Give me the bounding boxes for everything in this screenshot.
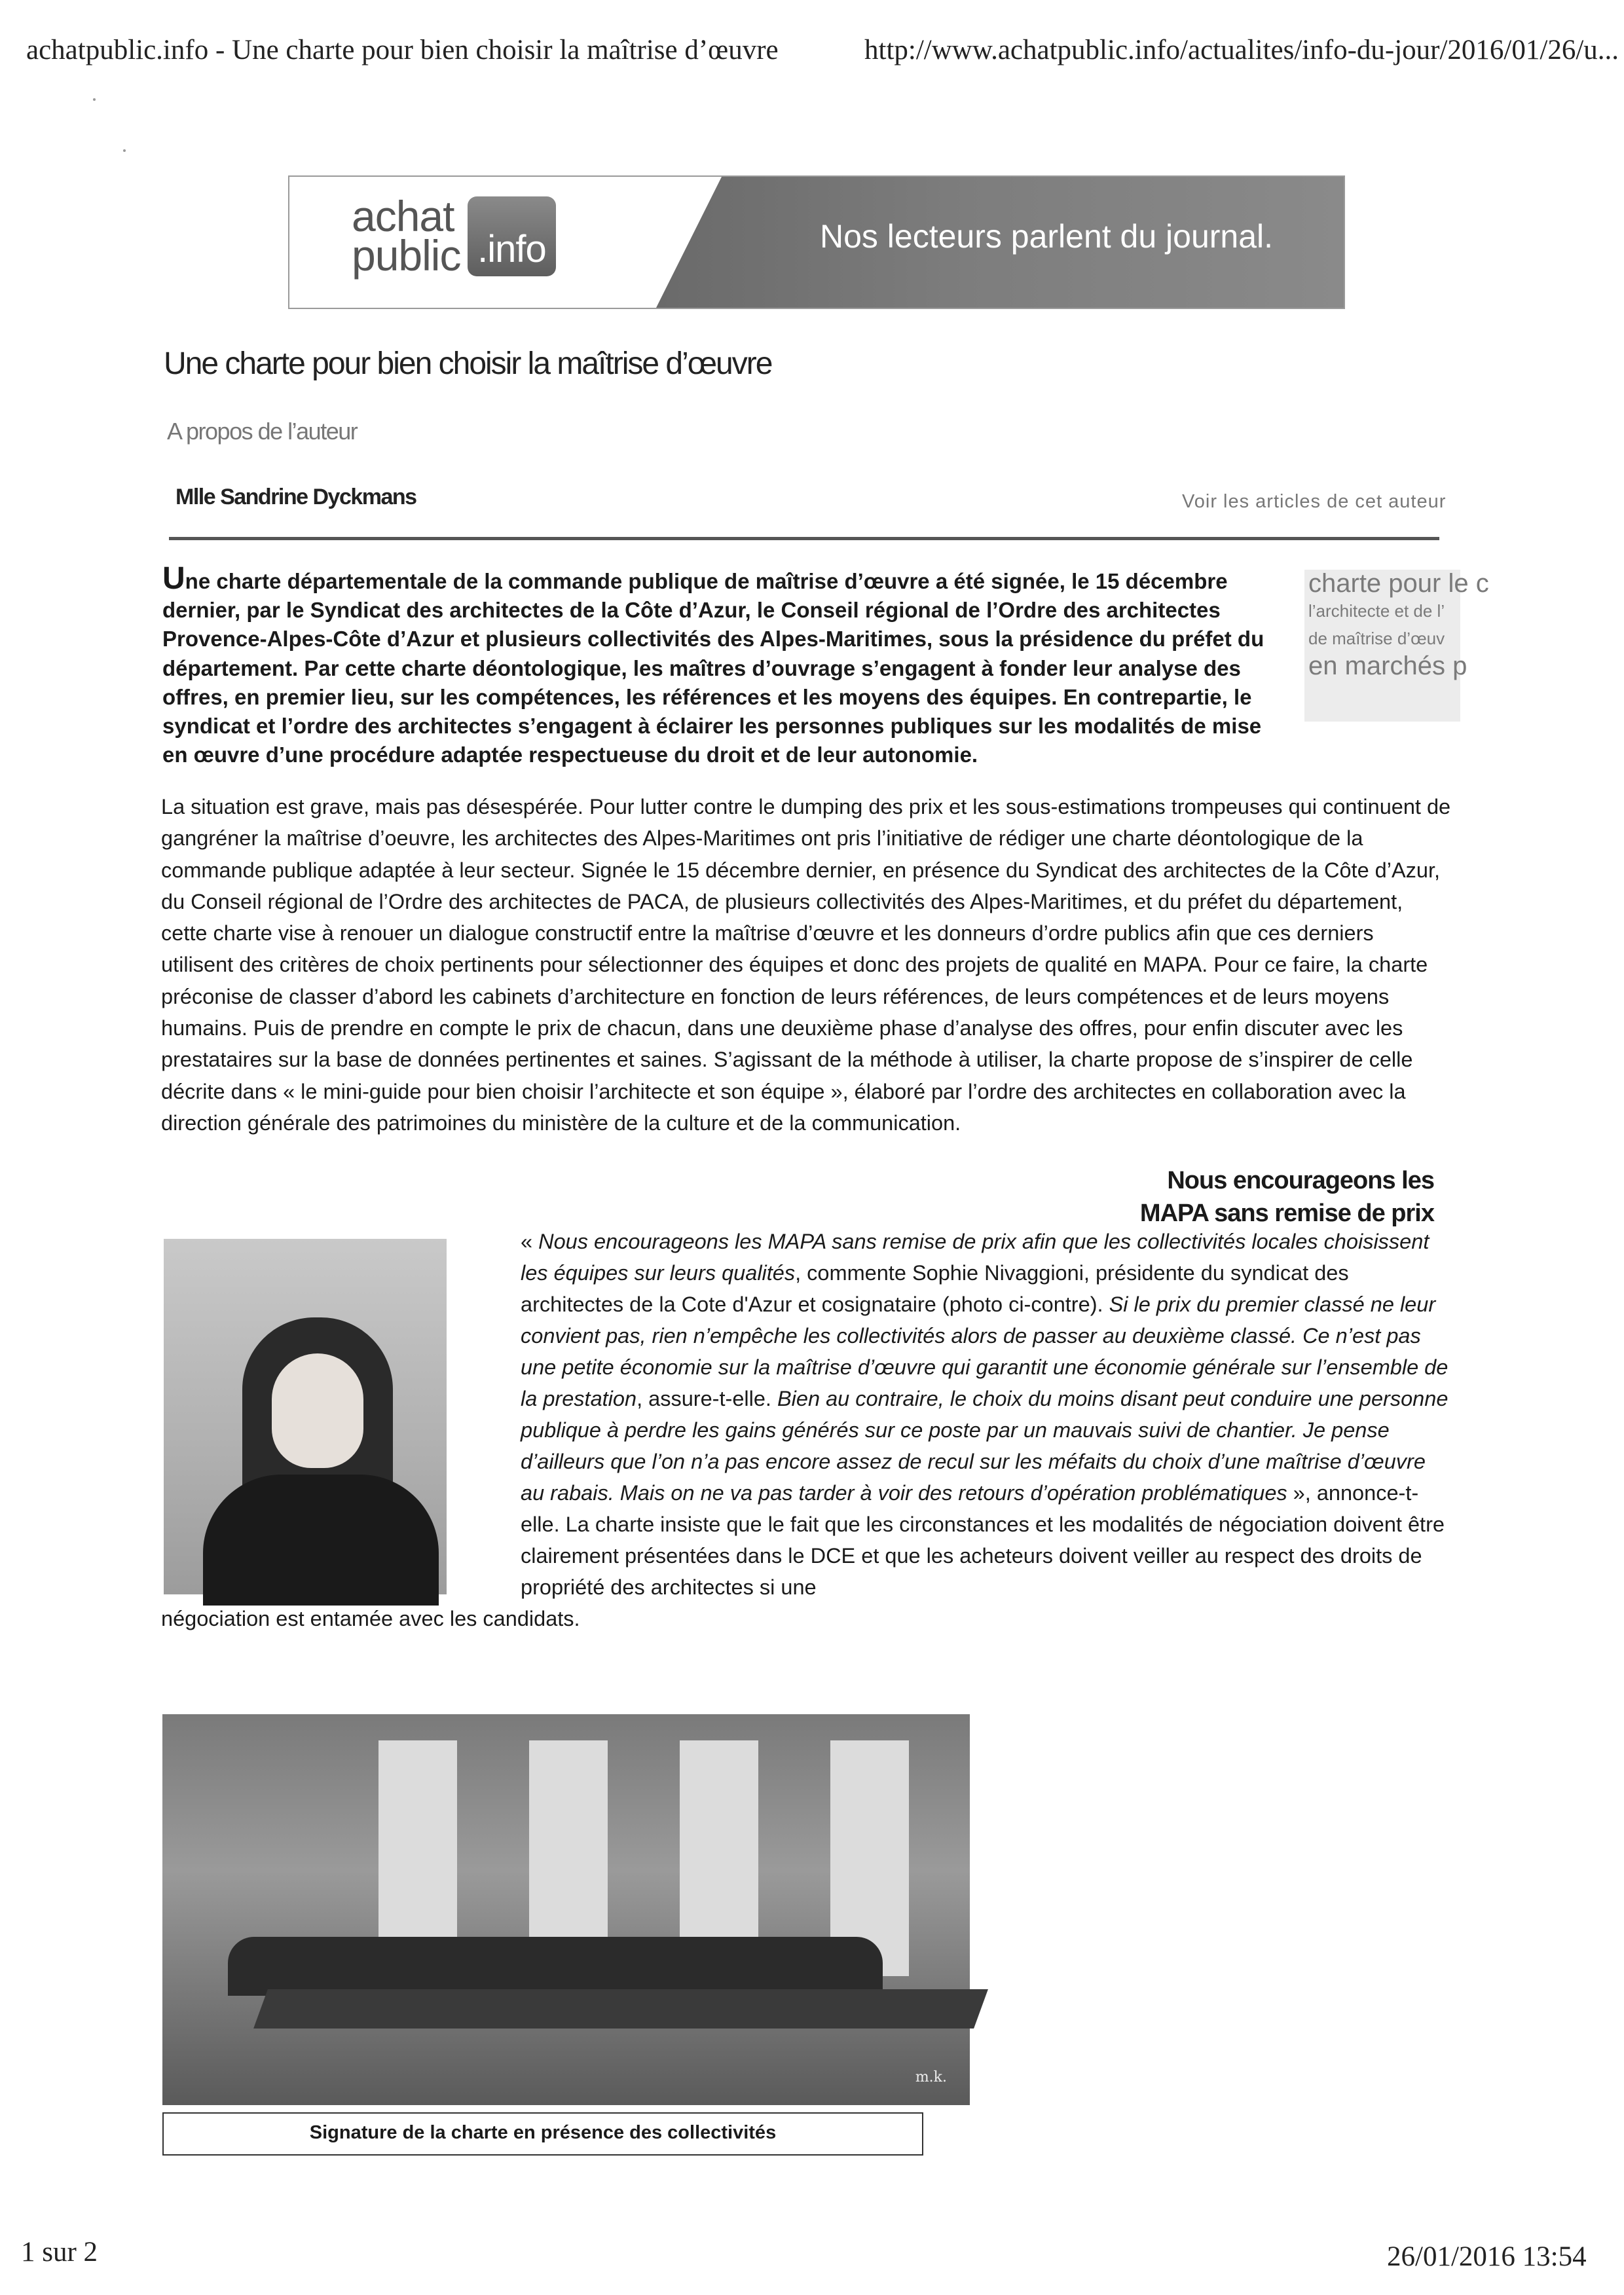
logo-badge-text: .info	[477, 228, 546, 270]
photo-caption: Signature de la charte en présence des collectivités	[309, 2122, 777, 2143]
article-lede	[162, 561, 1289, 769]
author-articles-link[interactable]: Voir les articles de cet auteur	[1182, 491, 1447, 512]
photo-signature: m.k.	[915, 2069, 947, 2085]
logo-text-achat: achat	[352, 192, 454, 240]
article-title: Une charte pour bien choisir la maîtrise d’œuvre	[164, 346, 772, 381]
article-body: La situation est grave, mais pas désespérée. Pour lutter contre le dumping des prix et les sous-estimations trompeuses qui continuent de gangréner la maîtrise d’oeuvre, les architectes des Alpes-Maritimes ont pris l’initiative de rédiger une charte déontologique de la commande publique adaptée à leur secteur. Signée le 15 décembre dernier, en présence du Syndicat des architectes de la Côte d’Azur, du Conseil régional de l’Ordre des architectes de PACA, de plusieurs collectivités des Alpes-Maritimes, et du préfet du département, cette charte vise à renouer un dialogue constructif entre la maîtrise d’œuvre et les donneurs d’ordre publics afin que ces derniers utilisent des critères de choix pertinents pour sélectionner des équipes et donc des projets de qualité en MAPA. Pour ce faire, la charte préconise de classer d’abord les cabinets d’architecture en fonction de leurs références, de leurs compétences et de leurs moyens humains. Puis de prendre en compte le prix de chacun, dans une deuxième phase d’analyse des offres, pour enfin discuter avec les prestataires sur la base de données pertinentes et saines. S’agissant de la méthode à utiliser, la charte propose de s’inspirer de celle décrite dans « le mini-guide pour bien choisir l’architecte et son équipe », élaboré par l’ordre des architectes en collaboration avec la direction générale des patrimoines du ministère de la culture et de la communication.	[161, 795, 1451, 1135]
quote-plain: , commente Sophie Nivaggioni, présidente du syndicat des architectes de la Cote d'Azur et cosignataire (photo ci-contre).	[521, 1261, 1349, 1316]
about-author-heading: A propos de l’auteur	[167, 418, 358, 445]
banner-slogan: Nos lecteurs parlent du journal.	[820, 218, 1274, 255]
lede-text: ne charte départementale de la commande publique de maîtrise d’œuvre a été signée, le 15 décembre dernier, par le Syndicat des architectes de la Côte d’Azur, le Conseil régional de l’Ordre des architectes Provence-Alpes-Côte d’Azur et plusieurs collectivités des Alpes-Maritimes, sous la présidence du préfet du département. Par cette charte déontologique, les maîtres d’ouvrage s’engagent à fonder leur analyse des offres, en premier lieu, sur les compétences, les références et les moyens des équipes. En contrepartie, le syndicat et l’ordre des architectes s’engagent à éclairer les personnes publiques sur les modalités de mise en œuvre d’une procédure adaptée respectueuse du droit et de leur autonomie.	[162, 569, 1264, 767]
quote-plain: », annonce-t-elle. La charte insiste que le fait que les circonstances et les modalités de négociation doivent être clairement présentées dans le DCE et que les acheteurs doivent veiller au respect des droits de propriété des architectes si une	[521, 1481, 1445, 1599]
author-portrait-photo	[164, 1239, 447, 1594]
lede-dropcap: U	[162, 561, 185, 596]
print-header-title: achatpublic.info - Une charte pour bien choisir la maîtrise d’œuvre	[26, 35, 779, 65]
quote-italic: Bien au contraire, le choix du moins disant peut conduire une personne publique à perdre les gains générés sur ce poste par un mauvais suivi de chantier. Je pense d’ailleurs que l’on n’a pas encore assez de recul sur les méfaits du choix d’une maîtrise d’œuvre au rabais. Mais on ne va pas tarder à voir des retours d’opération problématiques	[521, 1387, 1449, 1505]
related-document-thumbnail[interactable]	[1304, 569, 1489, 722]
logo-text-public: public	[352, 231, 461, 280]
quote-italic: Si le prix du premier classé ne leur convient pas, rien n’empêche les collectivités alors de passer au deuxième classé. Ce n’est pas une petite économie sur la maîtrise d’œuvre qui garantit une économie générale sur l’ensemble de la prestation	[521, 1293, 1449, 1410]
print-footer-datetime: 26/01/2016 13:54	[1387, 2241, 1587, 2272]
quote-open: «	[521, 1230, 539, 1253]
thumb-line: en marchés p	[1308, 652, 1467, 680]
scan-speck	[123, 149, 126, 152]
photo-caption-box	[162, 2112, 923, 2156]
quote-plain: , assure-t-elle.	[637, 1387, 777, 1410]
signing-meeting-photo	[162, 1714, 970, 2105]
thumb-line: charte pour le c	[1308, 569, 1489, 598]
quote-paragraph	[521, 1226, 1450, 1603]
print-footer-page: 1 sur 2	[21, 2237, 98, 2267]
quote-tail: négociation est entamée avec les candidats.	[161, 1607, 580, 1630]
scan-speck	[93, 98, 96, 101]
header-divider	[169, 537, 1439, 540]
logo-badge	[468, 196, 556, 276]
author-name: Mlle Sandrine Dyckmans	[175, 485, 416, 509]
quote-italic: Nous encourageons les MAPA sans remise de prix afin que les collectivités locales choisissent les équipes sur leurs qualités	[521, 1230, 1430, 1285]
site-banner[interactable]	[288, 175, 1345, 309]
thumb-line: l’architecte et de l’	[1308, 601, 1445, 621]
article-subhead: Nous encourageons les MAPA sans remise de prix	[1139, 1167, 1434, 1227]
print-header-url[interactable]: http://www.achatpublic.info/actualites/info-du-jour/2016/01/26/u...	[864, 35, 1619, 65]
thumb-line: de maîtrise d’œuv	[1308, 629, 1445, 648]
